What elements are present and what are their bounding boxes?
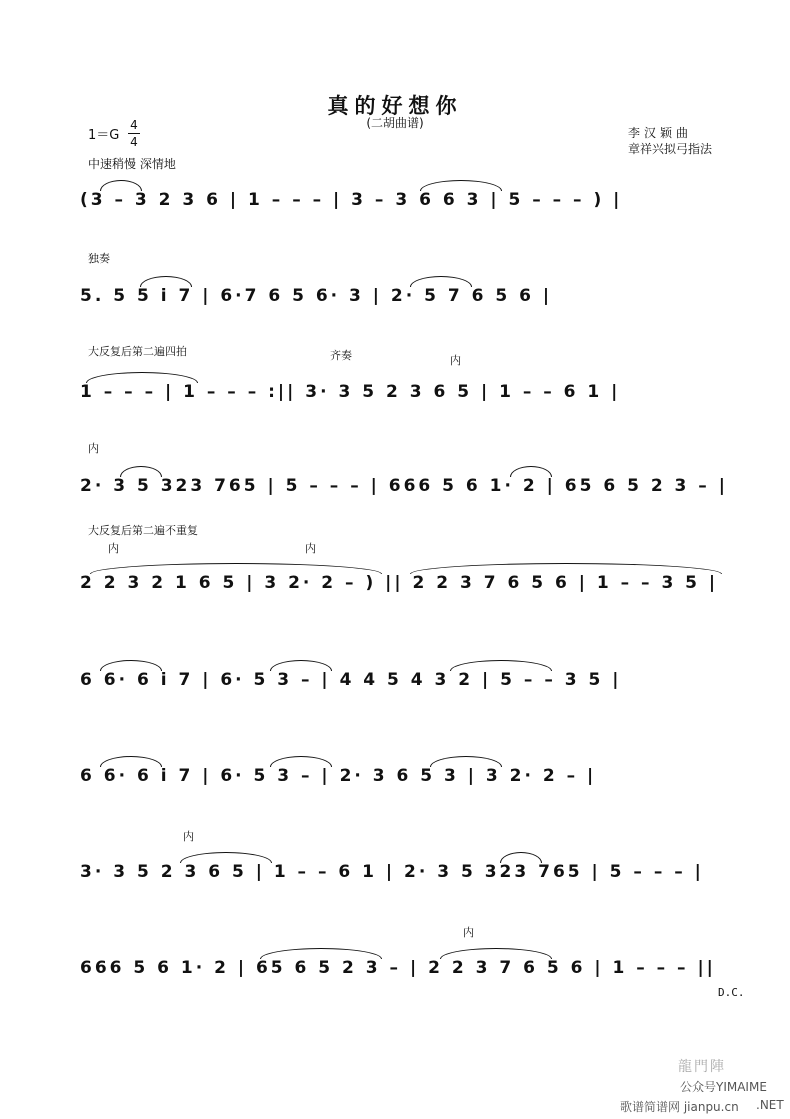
meter-top: 4 bbox=[130, 118, 138, 132]
notes-row-9: 666 5 6 1· 2 | 65 6 5 2 3 – | 2 2 3 7 6 5 6 | 1 – – – || bbox=[80, 958, 716, 978]
notation-row-6 bbox=[80, 660, 750, 700]
tutti-annotation: 齐奏 bbox=[330, 349, 352, 362]
notation-row-8 bbox=[80, 852, 750, 892]
tempo-marking: 中速稍慢 深情地 bbox=[88, 157, 176, 171]
notes-row-4: 2· 3 5 323 765 | 5 – – – | 666 5 6 1· 2 | 65 6 5 2 3 – | bbox=[80, 476, 728, 496]
notation-row-9 bbox=[80, 948, 750, 988]
notes-row-8: 3· 3 5 2 3 6 5 | 1 – – 6 1 | 2· 3 5 323 765 | 5 – – – | bbox=[80, 862, 704, 882]
da-capo-mark: D.C. bbox=[718, 986, 745, 999]
watermark-logo: 龍門陣 bbox=[678, 1059, 726, 1075]
score-title: 真的好想你 bbox=[327, 93, 463, 118]
watermark-site: 歌谱简谱网 jianpu.cn bbox=[620, 1100, 739, 1114]
inner-string-mark: 内 bbox=[183, 830, 194, 843]
inner-string-mark: 内 bbox=[88, 442, 99, 455]
notation-row-2 bbox=[80, 276, 750, 316]
repeat-annotation-1: 大反复后第二遍四拍 bbox=[88, 345, 187, 358]
notes-row-3: 1 – – – | 1 – – – :|| 3· 3 5 2 3 6 5 | 1 – – 6 1 | bbox=[80, 382, 621, 402]
watermark-account: 公众号YIMAIME bbox=[680, 1080, 767, 1094]
notation-row-3 bbox=[80, 372, 750, 412]
composer-credit: 李汉颖曲 bbox=[628, 126, 693, 140]
notes-row-1: (3 – 3 2 3 6 | 1 – – – | 3 – 3 6 6 3 | 5 – – – ) | bbox=[80, 190, 623, 210]
inner-string-mark: 内 bbox=[305, 542, 316, 555]
notation-row-7 bbox=[80, 756, 750, 796]
repeat-annotation-2: 大反复后第二遍不重复 bbox=[88, 524, 198, 537]
notation-row-1 bbox=[80, 180, 750, 220]
notes-row-5: 2 2 3 2 1 6 5 | 3 2· 2 – ) || 2 2 3 7 6 5 6 | 1 – – 3 5 | bbox=[80, 573, 719, 593]
key-signature: 1＝G bbox=[88, 128, 120, 143]
fingering-credit: 章祥兴拟弓指法 bbox=[628, 142, 713, 156]
inner-string-mark: 内 bbox=[463, 926, 474, 939]
score-subtitle: (二胡曲谱) bbox=[366, 116, 424, 130]
meter-bottom: 4 bbox=[130, 135, 138, 149]
notes-row-6: 6 6· 6 i 7 | 6· 5 3 – | 4 4 5 4 3 2 | 5 – – 3 5 | bbox=[80, 670, 622, 690]
notation-row-4 bbox=[80, 466, 750, 506]
notation-row-5 bbox=[80, 563, 750, 603]
time-signature bbox=[128, 117, 140, 150]
notes-row-2: 5. 5 5 i 7 | 6·7 6 5 6· 3 | 2· 5 7 6 5 6 | bbox=[80, 286, 553, 306]
watermark-suffix: .NET bbox=[756, 1098, 784, 1112]
solo-annotation: 独奏 bbox=[88, 252, 110, 265]
notes-row-7: 6 6· 6 i 7 | 6· 5 3 – | 2· 3 6 5 3 | 3 2· 2 – | bbox=[80, 766, 597, 786]
inner-string-mark: 内 bbox=[450, 354, 461, 367]
inner-string-mark: 内 bbox=[108, 542, 119, 555]
